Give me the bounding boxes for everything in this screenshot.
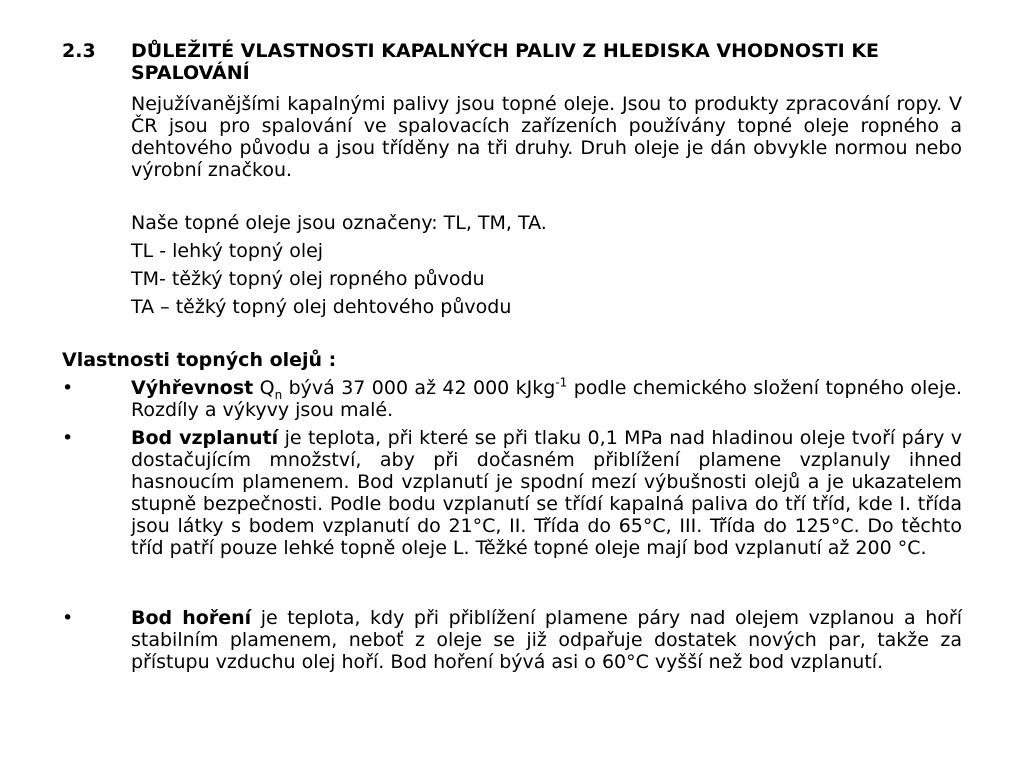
intro-paragraph: Nejužívanějšími kapalnými palivy jsou topné oleje. Jsou to produkty zpracování ropy. V ČR jsou pro spalování ve spalovacích zařízeních používány topné oleje ropného a dehtového původu a jsou tříděny na tři druhy. Druh oleje je dán obvykle normou nebo výrobní značkou. bbox=[131, 93, 962, 181]
type-item-tl: TL - lehký topný olej bbox=[131, 240, 324, 262]
bullet-icon: • bbox=[62, 607, 74, 629]
bullet-icon: • bbox=[62, 377, 74, 399]
property-item-heating-value bbox=[62, 377, 962, 421]
section-title: DŮLEŽITÉ VLASTNOSTI KAPALNÝCH PALIV Z HLEDISKA VHODNOSTI KE SPALOVÁNÍ bbox=[131, 40, 880, 84]
property-symbol: Q bbox=[259, 377, 275, 399]
bullet-icon: • bbox=[62, 427, 74, 449]
property-unit-sup: -1 bbox=[555, 375, 568, 390]
property-text bbox=[131, 607, 962, 673]
property-desc: je teplota, při které se při tlaku 0,1 MPa nad hladinou oleje tvoří páry v dostačujícím množství, aby při dočasném přiblížení plamene vzplanuly ihned hasnoucím plamenem. Bod vzplanutí je spodní mezí výbušnosti olejů a je ukazatelem stupně bezpečnosti. Podle bodu vzplanutí se třídí kapalná paliva do tří tříd, kde I. třída jsou látky s bodem vzplanutí do 21°C, II. Třída do 65°C, III. Třída do 125°C. Do těchto tříd patří pouze lehké topně oleje L. Těžké topné oleje mají bod vzplanutí až 200 °C. bbox=[131, 427, 962, 559]
property-term: Bod vzplanutí bbox=[131, 427, 279, 449]
type-item-tm: TM- těžký topný olej ropného původu bbox=[131, 268, 485, 290]
property-desc-a: bývá 37 000 až 42 000 kJkg bbox=[282, 377, 556, 399]
section-number: 2.3 bbox=[62, 40, 96, 62]
property-term: Výhřevnost bbox=[131, 377, 254, 399]
properties-heading: Vlastnosti topných olejů : bbox=[62, 349, 337, 371]
property-term: Bod hoření bbox=[131, 607, 252, 629]
types-lead: Naše topné oleje jsou označeny: TL, TM, TA. bbox=[131, 212, 547, 234]
property-item-flash-point bbox=[62, 427, 962, 559]
property-text bbox=[131, 377, 962, 421]
property-item-fire-point bbox=[62, 607, 962, 673]
property-desc-b: podle chemického složení topného oleje. Rozdíly a výkyvy jsou malé. bbox=[131, 377, 963, 421]
type-item-ta: TA – těžký topný olej dehtového původu bbox=[131, 296, 512, 318]
property-desc: je teplota, kdy při přiblížení plamene páry nad olejem vzplanou a hoří stabilním plamenem, neboť z oleje se již odpařuje dostatek nových par, takže za přístupu vzduchu olej hoří. Bod hoření bývá asi o 60°C vyšší než bod vzplanutí. bbox=[131, 607, 962, 673]
section-header bbox=[62, 40, 962, 84]
property-symbol-sub: n bbox=[274, 387, 283, 402]
property-text bbox=[131, 427, 962, 559]
